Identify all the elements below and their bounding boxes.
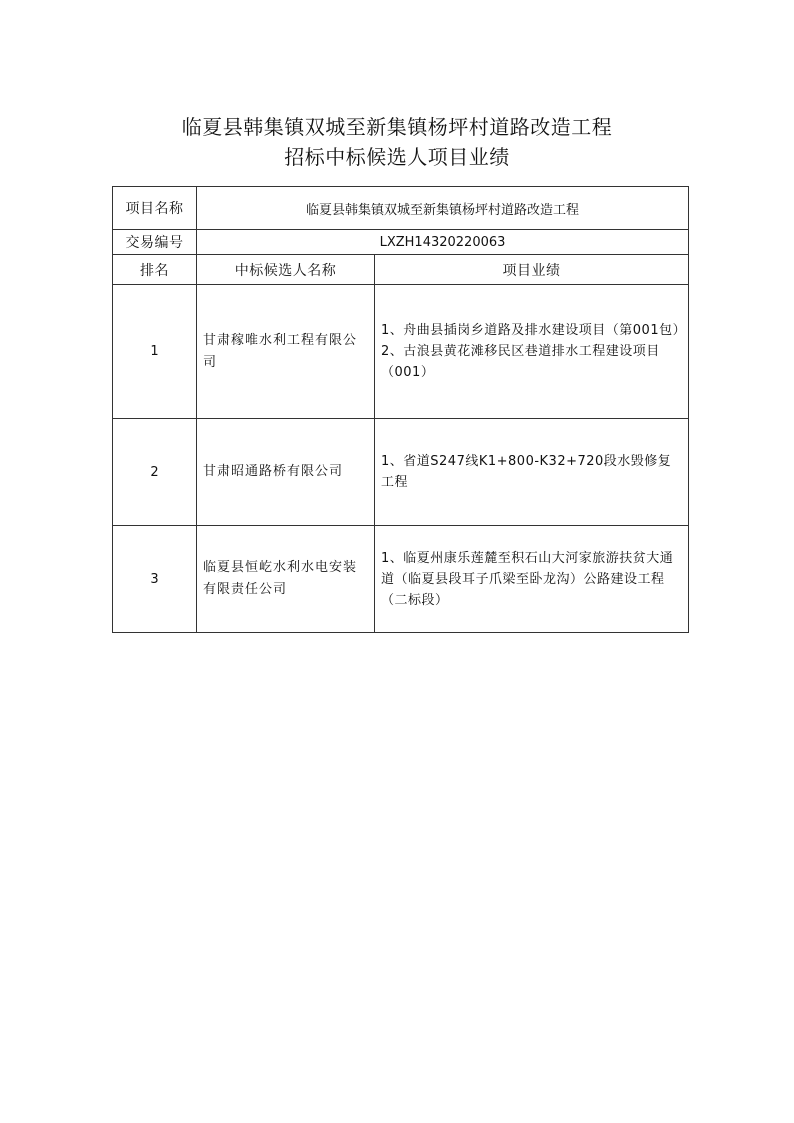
achievement-item: 1、临夏州康乐莲麓至积石山大河家旅游扶贫大通道（临夏县段耳子爪梁至卧龙沟）公路建设工程（二标段） — [381, 550, 674, 608]
table-row — [113, 419, 689, 526]
document-title: 临夏县韩集镇双城至新集镇杨坪村道路改造工程 — [181, 115, 613, 139]
achievement-item: 2、古浪县黄花滩移民区巷道排水工程建设项目（001） — [381, 344, 660, 380]
candidate-performance-table — [112, 186, 689, 633]
achievement-cell — [375, 419, 689, 526]
column-header-row — [113, 255, 689, 285]
document-subtitle: 招标中标候选人项目业绩 — [284, 145, 510, 169]
rank-cell: 3 — [113, 526, 197, 633]
candidate-name: 临夏县恒屹水利水电安装有限责任公司 — [197, 526, 375, 633]
rank-header: 排名 — [113, 255, 197, 285]
achievement-item: 1、省道S247线K1+800-K32+720段水毁修复工程 — [381, 454, 672, 490]
achievement-header: 项目业绩 — [375, 255, 689, 285]
achievement-cell — [375, 526, 689, 633]
achievement-item: 1、舟曲县插岗乡道路及排水建设项目（第001包） — [381, 323, 687, 338]
project-name-row — [113, 187, 689, 230]
trade-code-row — [113, 230, 689, 255]
project-name-value: 临夏县韩集镇双城至新集镇杨坪村道路改造工程 — [197, 187, 689, 230]
candidate-name: 甘肃昭通路桥有限公司 — [197, 419, 375, 526]
document-title-block — [0, 112, 794, 172]
rank-cell: 2 — [113, 419, 197, 526]
trade-code-label: 交易编号 — [113, 230, 197, 255]
table-row — [113, 285, 689, 419]
achievement-cell — [375, 285, 689, 419]
table-row — [113, 526, 689, 633]
trade-code-value: LXZH14320220063 — [197, 230, 689, 255]
project-name-label: 项目名称 — [113, 187, 197, 230]
rank-cell: 1 — [113, 285, 197, 419]
candidate-name: 甘肃稼唯水利工程有限公司 — [197, 285, 375, 419]
candidate-header: 中标候选人名称 — [197, 255, 375, 285]
